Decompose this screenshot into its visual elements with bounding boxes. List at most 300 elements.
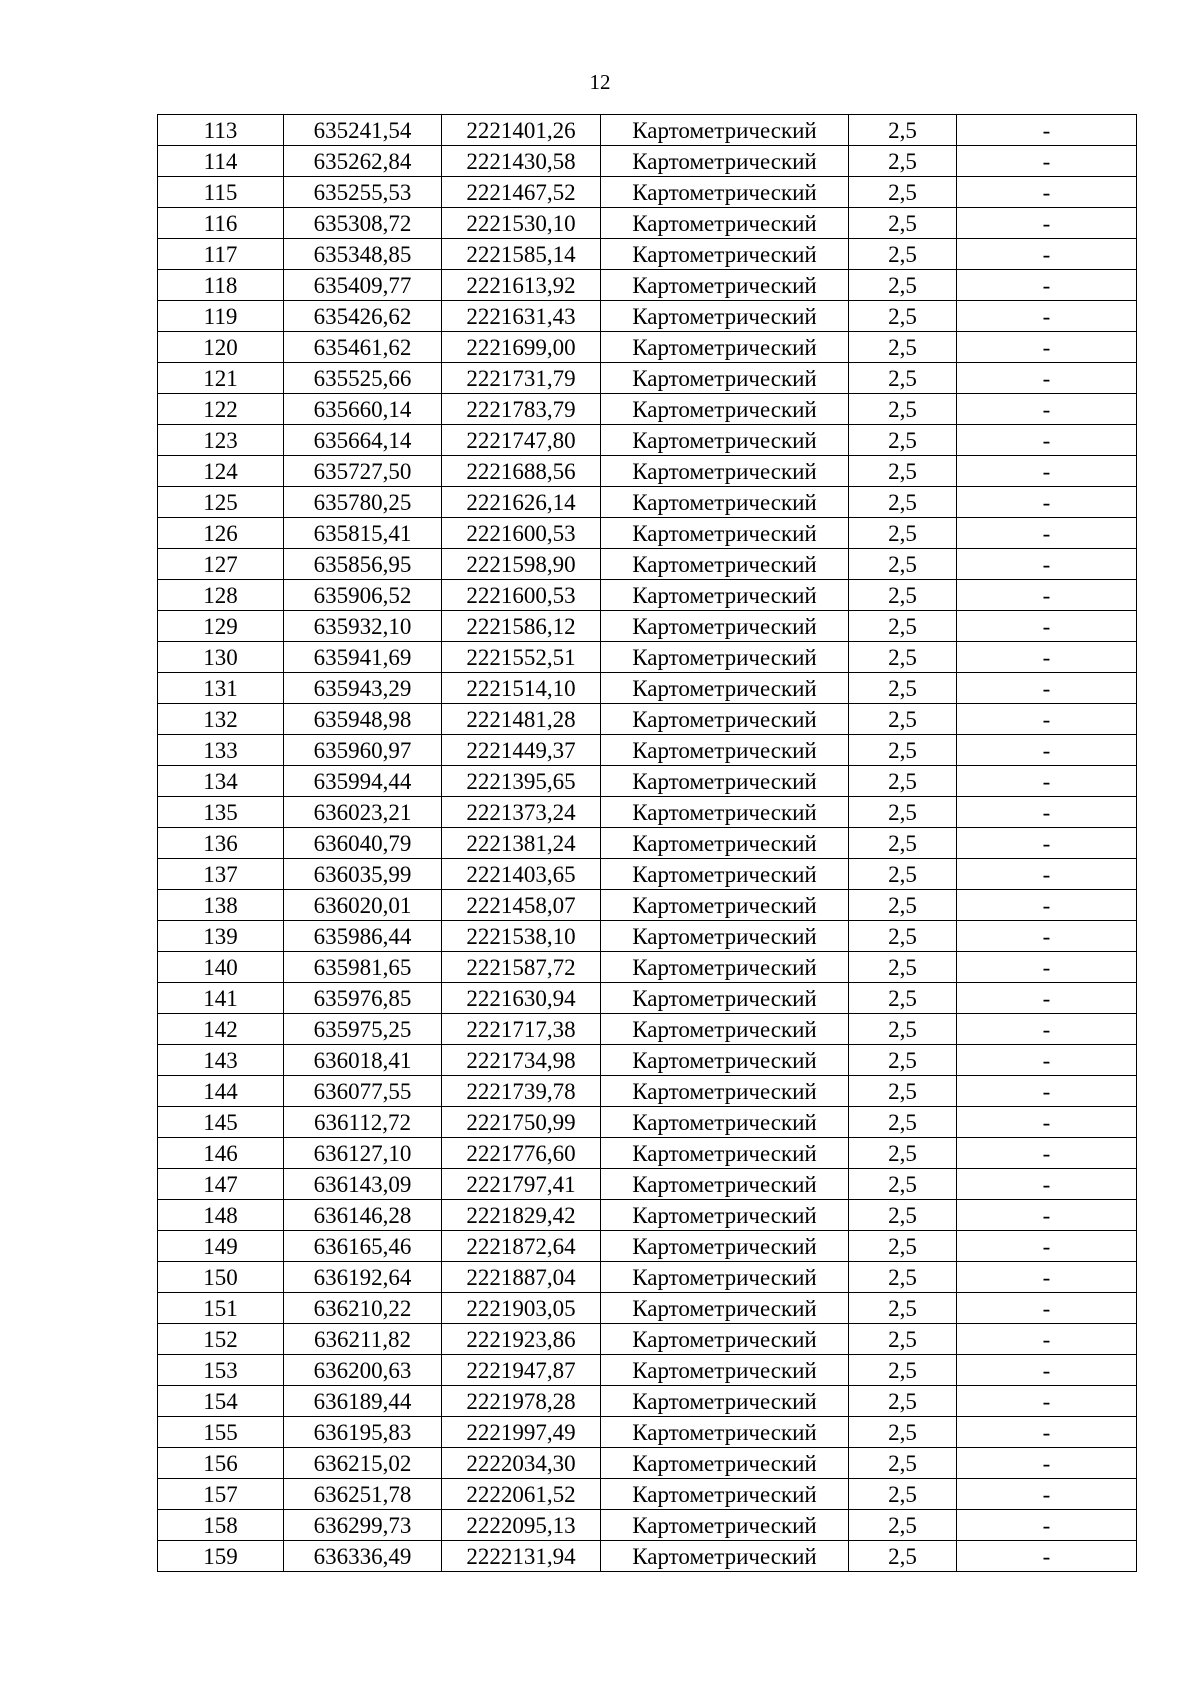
- description-cell: -: [957, 766, 1137, 797]
- x-coordinate-cell: 635976,85: [284, 983, 442, 1014]
- description-cell: -: [957, 1293, 1137, 1324]
- description-cell: -: [957, 239, 1137, 270]
- y-coordinate-cell: 2221613,92: [442, 270, 601, 301]
- y-coordinate-cell: 2221923,86: [442, 1324, 601, 1355]
- x-coordinate-cell: 635815,41: [284, 518, 442, 549]
- description-cell: -: [957, 828, 1137, 859]
- y-coordinate-cell: 2221403,65: [442, 859, 601, 890]
- page-number: 12: [589, 70, 611, 94]
- point-number-cell: 121: [158, 363, 284, 394]
- accuracy-cell: 2,5: [849, 1386, 957, 1417]
- table-row: [158, 642, 1137, 673]
- point-number-cell: 113: [158, 115, 284, 146]
- table-row: [158, 425, 1137, 456]
- point-number-cell: 153: [158, 1355, 284, 1386]
- table-row: [158, 1386, 1137, 1417]
- table-row: [158, 766, 1137, 797]
- x-coordinate-cell: 636143,09: [284, 1169, 442, 1200]
- accuracy-cell: 2,5: [849, 1076, 957, 1107]
- description-cell: -: [957, 890, 1137, 921]
- method-cell: Картометрический: [601, 673, 849, 704]
- y-coordinate-cell: 2221688,56: [442, 456, 601, 487]
- table-row: [158, 1293, 1137, 1324]
- method-cell: Картометрический: [601, 1324, 849, 1355]
- y-coordinate-cell: 2221734,98: [442, 1045, 601, 1076]
- method-cell: Картометрический: [601, 859, 849, 890]
- table-row: [158, 1541, 1137, 1572]
- description-cell: -: [957, 704, 1137, 735]
- point-number-cell: 133: [158, 735, 284, 766]
- method-cell: Картометрический: [601, 270, 849, 301]
- method-cell: Картометрический: [601, 1169, 849, 1200]
- accuracy-cell: 2,5: [849, 208, 957, 239]
- table-row: [158, 1169, 1137, 1200]
- y-coordinate-cell: 2221585,14: [442, 239, 601, 270]
- description-cell: -: [957, 859, 1137, 890]
- y-coordinate-cell: 2221395,65: [442, 766, 601, 797]
- y-coordinate-cell: 2221776,60: [442, 1138, 601, 1169]
- x-coordinate-cell: 636200,63: [284, 1355, 442, 1386]
- accuracy-cell: 2,5: [849, 1138, 957, 1169]
- description-cell: -: [957, 487, 1137, 518]
- point-number-cell: 144: [158, 1076, 284, 1107]
- method-cell: Картометрический: [601, 146, 849, 177]
- y-coordinate-cell: 2221797,41: [442, 1169, 601, 1200]
- accuracy-cell: 2,5: [849, 270, 957, 301]
- point-number-cell: 135: [158, 797, 284, 828]
- table-row: [158, 952, 1137, 983]
- y-coordinate-cell: 2221514,10: [442, 673, 601, 704]
- method-cell: Картометрический: [601, 332, 849, 363]
- description-cell: -: [957, 146, 1137, 177]
- point-number-cell: 119: [158, 301, 284, 332]
- y-coordinate-cell: 2221997,49: [442, 1417, 601, 1448]
- table-row: [158, 1510, 1137, 1541]
- table-row: [158, 611, 1137, 642]
- description-cell: -: [957, 1200, 1137, 1231]
- y-coordinate-cell: 2221381,24: [442, 828, 601, 859]
- x-coordinate-cell: 635241,54: [284, 115, 442, 146]
- y-coordinate-cell: 2221903,05: [442, 1293, 601, 1324]
- method-cell: Картометрический: [601, 1262, 849, 1293]
- point-number-cell: 151: [158, 1293, 284, 1324]
- method-cell: Картометрический: [601, 1200, 849, 1231]
- method-cell: Картометрический: [601, 580, 849, 611]
- table-row: [158, 580, 1137, 611]
- y-coordinate-cell: 2221600,53: [442, 518, 601, 549]
- table-row: [158, 363, 1137, 394]
- table-row: [158, 704, 1137, 735]
- point-number-cell: 146: [158, 1138, 284, 1169]
- x-coordinate-cell: 636023,21: [284, 797, 442, 828]
- description-cell: -: [957, 115, 1137, 146]
- point-number-cell: 134: [158, 766, 284, 797]
- x-coordinate-cell: 636299,73: [284, 1510, 442, 1541]
- point-number-cell: 140: [158, 952, 284, 983]
- table-row: [158, 487, 1137, 518]
- method-cell: Картометрический: [601, 1138, 849, 1169]
- accuracy-cell: 2,5: [849, 363, 957, 394]
- table-row: [158, 1076, 1137, 1107]
- x-coordinate-cell: 635975,25: [284, 1014, 442, 1045]
- y-coordinate-cell: 2221739,78: [442, 1076, 601, 1107]
- x-coordinate-cell: 635308,72: [284, 208, 442, 239]
- description-cell: -: [957, 425, 1137, 456]
- y-coordinate-cell: 2221586,12: [442, 611, 601, 642]
- point-number-cell: 156: [158, 1448, 284, 1479]
- method-cell: Картометрический: [601, 1510, 849, 1541]
- y-coordinate-cell: 2221449,37: [442, 735, 601, 766]
- point-number-cell: 115: [158, 177, 284, 208]
- point-number-cell: 155: [158, 1417, 284, 1448]
- table-row: [158, 1324, 1137, 1355]
- accuracy-cell: 2,5: [849, 735, 957, 766]
- point-number-cell: 122: [158, 394, 284, 425]
- y-coordinate-cell: 2222131,94: [442, 1541, 601, 1572]
- description-cell: -: [957, 394, 1137, 425]
- point-number-cell: 139: [158, 921, 284, 952]
- x-coordinate-cell: 636020,01: [284, 890, 442, 921]
- point-number-cell: 158: [158, 1510, 284, 1541]
- table-row: [158, 115, 1137, 146]
- table-row: [158, 1107, 1137, 1138]
- x-coordinate-cell: 635348,85: [284, 239, 442, 270]
- accuracy-cell: 2,5: [849, 177, 957, 208]
- coordinates-table-body: [158, 115, 1137, 1572]
- point-number-cell: 137: [158, 859, 284, 890]
- table-row: [158, 518, 1137, 549]
- description-cell: -: [957, 642, 1137, 673]
- method-cell: Картометрический: [601, 487, 849, 518]
- y-coordinate-cell: 2221467,52: [442, 177, 601, 208]
- point-number-cell: 142: [158, 1014, 284, 1045]
- point-number-cell: 128: [158, 580, 284, 611]
- accuracy-cell: 2,5: [849, 1045, 957, 1076]
- description-cell: -: [957, 735, 1137, 766]
- y-coordinate-cell: 2221731,79: [442, 363, 601, 394]
- x-coordinate-cell: 636192,64: [284, 1262, 442, 1293]
- point-number-cell: 150: [158, 1262, 284, 1293]
- accuracy-cell: 2,5: [849, 1417, 957, 1448]
- description-cell: -: [957, 332, 1137, 363]
- point-number-cell: 131: [158, 673, 284, 704]
- accuracy-cell: 2,5: [849, 704, 957, 735]
- method-cell: Картометрический: [601, 456, 849, 487]
- description-cell: -: [957, 1045, 1137, 1076]
- table-row: [158, 1479, 1137, 1510]
- x-coordinate-cell: 636035,99: [284, 859, 442, 890]
- table-row: [158, 208, 1137, 239]
- accuracy-cell: 2,5: [849, 1541, 957, 1572]
- x-coordinate-cell: 635409,77: [284, 270, 442, 301]
- y-coordinate-cell: 2221600,53: [442, 580, 601, 611]
- table-row: [158, 1045, 1137, 1076]
- y-coordinate-cell: 2221481,28: [442, 704, 601, 735]
- y-coordinate-cell: 2221699,00: [442, 332, 601, 363]
- table-row: [158, 983, 1137, 1014]
- description-cell: -: [957, 1107, 1137, 1138]
- description-cell: -: [957, 952, 1137, 983]
- x-coordinate-cell: 636146,28: [284, 1200, 442, 1231]
- method-cell: Картометрический: [601, 983, 849, 1014]
- point-number-cell: 154: [158, 1386, 284, 1417]
- x-coordinate-cell: 635941,69: [284, 642, 442, 673]
- table-row: [158, 456, 1137, 487]
- description-cell: -: [957, 673, 1137, 704]
- x-coordinate-cell: 635981,65: [284, 952, 442, 983]
- method-cell: Картометрический: [601, 1417, 849, 1448]
- table-row: [158, 859, 1137, 890]
- method-cell: Картометрический: [601, 518, 849, 549]
- table-row: [158, 549, 1137, 580]
- point-number-cell: 143: [158, 1045, 284, 1076]
- description-cell: -: [957, 456, 1137, 487]
- method-cell: Картометрический: [601, 828, 849, 859]
- description-cell: -: [957, 1355, 1137, 1386]
- method-cell: Картометрический: [601, 425, 849, 456]
- accuracy-cell: 2,5: [849, 859, 957, 890]
- x-coordinate-cell: 636040,79: [284, 828, 442, 859]
- x-coordinate-cell: 636077,55: [284, 1076, 442, 1107]
- x-coordinate-cell: 635780,25: [284, 487, 442, 518]
- coordinates-table: [157, 114, 1137, 1572]
- description-cell: -: [957, 1510, 1137, 1541]
- table-row: [158, 1014, 1137, 1045]
- x-coordinate-cell: 635943,29: [284, 673, 442, 704]
- description-cell: -: [957, 301, 1137, 332]
- description-cell: -: [957, 611, 1137, 642]
- x-coordinate-cell: 635986,44: [284, 921, 442, 952]
- point-number-cell: 145: [158, 1107, 284, 1138]
- accuracy-cell: 2,5: [849, 425, 957, 456]
- x-coordinate-cell: 635932,10: [284, 611, 442, 642]
- method-cell: Картометрический: [601, 890, 849, 921]
- accuracy-cell: 2,5: [849, 549, 957, 580]
- table-row: [158, 239, 1137, 270]
- method-cell: Картометрический: [601, 1231, 849, 1262]
- x-coordinate-cell: 636251,78: [284, 1479, 442, 1510]
- table-row: [158, 1417, 1137, 1448]
- y-coordinate-cell: 2221373,24: [442, 797, 601, 828]
- method-cell: Картометрический: [601, 1293, 849, 1324]
- accuracy-cell: 2,5: [849, 797, 957, 828]
- point-number-cell: 149: [158, 1231, 284, 1262]
- method-cell: Картометрический: [601, 735, 849, 766]
- method-cell: Картометрический: [601, 952, 849, 983]
- point-number-cell: 117: [158, 239, 284, 270]
- y-coordinate-cell: 2221978,28: [442, 1386, 601, 1417]
- description-cell: -: [957, 1138, 1137, 1169]
- method-cell: Картометрический: [601, 766, 849, 797]
- method-cell: Картометрический: [601, 1541, 849, 1572]
- y-coordinate-cell: 2221887,04: [442, 1262, 601, 1293]
- method-cell: Картометрический: [601, 704, 849, 735]
- description-cell: -: [957, 797, 1137, 828]
- accuracy-cell: 2,5: [849, 394, 957, 425]
- accuracy-cell: 2,5: [849, 952, 957, 983]
- accuracy-cell: 2,5: [849, 1479, 957, 1510]
- accuracy-cell: 2,5: [849, 1448, 957, 1479]
- table-row: [158, 177, 1137, 208]
- y-coordinate-cell: 2222061,52: [442, 1479, 601, 1510]
- accuracy-cell: 2,5: [849, 332, 957, 363]
- method-cell: Картометрический: [601, 301, 849, 332]
- point-number-cell: 152: [158, 1324, 284, 1355]
- table-row: [158, 146, 1137, 177]
- description-cell: -: [957, 1324, 1137, 1355]
- x-coordinate-cell: 636189,44: [284, 1386, 442, 1417]
- x-coordinate-cell: 636127,10: [284, 1138, 442, 1169]
- point-number-cell: 148: [158, 1200, 284, 1231]
- table-row: [158, 797, 1137, 828]
- point-number-cell: 159: [158, 1541, 284, 1572]
- y-coordinate-cell: 2221829,42: [442, 1200, 601, 1231]
- point-number-cell: 136: [158, 828, 284, 859]
- method-cell: Картометрический: [601, 549, 849, 580]
- x-coordinate-cell: 635727,50: [284, 456, 442, 487]
- x-coordinate-cell: 636211,82: [284, 1324, 442, 1355]
- description-cell: -: [957, 921, 1137, 952]
- description-cell: -: [957, 518, 1137, 549]
- point-number-cell: 116: [158, 208, 284, 239]
- point-number-cell: 118: [158, 270, 284, 301]
- method-cell: Картометрический: [601, 208, 849, 239]
- description-cell: -: [957, 270, 1137, 301]
- x-coordinate-cell: 635994,44: [284, 766, 442, 797]
- table-row: [158, 1231, 1137, 1262]
- x-coordinate-cell: 635856,95: [284, 549, 442, 580]
- y-coordinate-cell: 2221747,80: [442, 425, 601, 456]
- method-cell: Картометрический: [601, 239, 849, 270]
- table-row: [158, 828, 1137, 859]
- accuracy-cell: 2,5: [849, 890, 957, 921]
- x-coordinate-cell: 636215,02: [284, 1448, 442, 1479]
- description-cell: -: [957, 1541, 1137, 1572]
- x-coordinate-cell: 635262,84: [284, 146, 442, 177]
- point-number-cell: 132: [158, 704, 284, 735]
- y-coordinate-cell: 2221530,10: [442, 208, 601, 239]
- accuracy-cell: 2,5: [849, 456, 957, 487]
- point-number-cell: 129: [158, 611, 284, 642]
- point-number-cell: 120: [158, 332, 284, 363]
- accuracy-cell: 2,5: [849, 1200, 957, 1231]
- x-coordinate-cell: 635426,62: [284, 301, 442, 332]
- table-row: [158, 1200, 1137, 1231]
- description-cell: -: [957, 1417, 1137, 1448]
- y-coordinate-cell: 2221598,90: [442, 549, 601, 580]
- x-coordinate-cell: 636195,83: [284, 1417, 442, 1448]
- y-coordinate-cell: 2221552,51: [442, 642, 601, 673]
- method-cell: Картометрический: [601, 1107, 849, 1138]
- point-number-cell: 147: [158, 1169, 284, 1200]
- y-coordinate-cell: 2222095,13: [442, 1510, 601, 1541]
- point-number-cell: 138: [158, 890, 284, 921]
- accuracy-cell: 2,5: [849, 921, 957, 952]
- x-coordinate-cell: 635664,14: [284, 425, 442, 456]
- method-cell: Картометрический: [601, 1045, 849, 1076]
- x-coordinate-cell: 636165,46: [284, 1231, 442, 1262]
- y-coordinate-cell: 2221458,07: [442, 890, 601, 921]
- accuracy-cell: 2,5: [849, 1324, 957, 1355]
- y-coordinate-cell: 2221947,87: [442, 1355, 601, 1386]
- accuracy-cell: 2,5: [849, 1169, 957, 1200]
- y-coordinate-cell: 2221430,58: [442, 146, 601, 177]
- accuracy-cell: 2,5: [849, 1293, 957, 1324]
- point-number-cell: 141: [158, 983, 284, 1014]
- accuracy-cell: 2,5: [849, 1014, 957, 1045]
- y-coordinate-cell: 2221626,14: [442, 487, 601, 518]
- y-coordinate-cell: 2221631,43: [442, 301, 601, 332]
- method-cell: Картометрический: [601, 1014, 849, 1045]
- table-row: [158, 1355, 1137, 1386]
- y-coordinate-cell: 2221717,38: [442, 1014, 601, 1045]
- x-coordinate-cell: 636018,41: [284, 1045, 442, 1076]
- table-row: [158, 332, 1137, 363]
- table-row: [158, 301, 1137, 332]
- x-coordinate-cell: 636210,22: [284, 1293, 442, 1324]
- method-cell: Картометрический: [601, 611, 849, 642]
- point-number-cell: 127: [158, 549, 284, 580]
- table-row: [158, 890, 1137, 921]
- table-row: [158, 1138, 1137, 1169]
- description-cell: -: [957, 363, 1137, 394]
- table-row: [158, 921, 1137, 952]
- x-coordinate-cell: 636336,49: [284, 1541, 442, 1572]
- x-coordinate-cell: 635660,14: [284, 394, 442, 425]
- point-number-cell: 123: [158, 425, 284, 456]
- description-cell: -: [957, 1014, 1137, 1045]
- accuracy-cell: 2,5: [849, 1510, 957, 1541]
- description-cell: -: [957, 1262, 1137, 1293]
- y-coordinate-cell: 2221872,64: [442, 1231, 601, 1262]
- description-cell: -: [957, 1479, 1137, 1510]
- x-coordinate-cell: 635255,53: [284, 177, 442, 208]
- method-cell: Картометрический: [601, 363, 849, 394]
- y-coordinate-cell: 2221587,72: [442, 952, 601, 983]
- y-coordinate-cell: 2222034,30: [442, 1448, 601, 1479]
- point-number-cell: 125: [158, 487, 284, 518]
- accuracy-cell: 2,5: [849, 983, 957, 1014]
- method-cell: Картометрический: [601, 1076, 849, 1107]
- accuracy-cell: 2,5: [849, 487, 957, 518]
- method-cell: Картометрический: [601, 921, 849, 952]
- y-coordinate-cell: 2221630,94: [442, 983, 601, 1014]
- method-cell: Картометрический: [601, 1355, 849, 1386]
- table-row: [158, 394, 1137, 425]
- y-coordinate-cell: 2221538,10: [442, 921, 601, 952]
- point-number-cell: 130: [158, 642, 284, 673]
- description-cell: -: [957, 983, 1137, 1014]
- accuracy-cell: 2,5: [849, 766, 957, 797]
- accuracy-cell: 2,5: [849, 146, 957, 177]
- table-row: [158, 1262, 1137, 1293]
- point-number-cell: 126: [158, 518, 284, 549]
- accuracy-cell: 2,5: [849, 1262, 957, 1293]
- description-cell: -: [957, 208, 1137, 239]
- accuracy-cell: 2,5: [849, 1107, 957, 1138]
- method-cell: Картометрический: [601, 797, 849, 828]
- accuracy-cell: 2,5: [849, 828, 957, 859]
- point-number-cell: 157: [158, 1479, 284, 1510]
- accuracy-cell: 2,5: [849, 115, 957, 146]
- description-cell: -: [957, 1448, 1137, 1479]
- description-cell: -: [957, 177, 1137, 208]
- accuracy-cell: 2,5: [849, 518, 957, 549]
- accuracy-cell: 2,5: [849, 580, 957, 611]
- method-cell: Картометрический: [601, 177, 849, 208]
- method-cell: Картометрический: [601, 642, 849, 673]
- x-coordinate-cell: 635525,66: [284, 363, 442, 394]
